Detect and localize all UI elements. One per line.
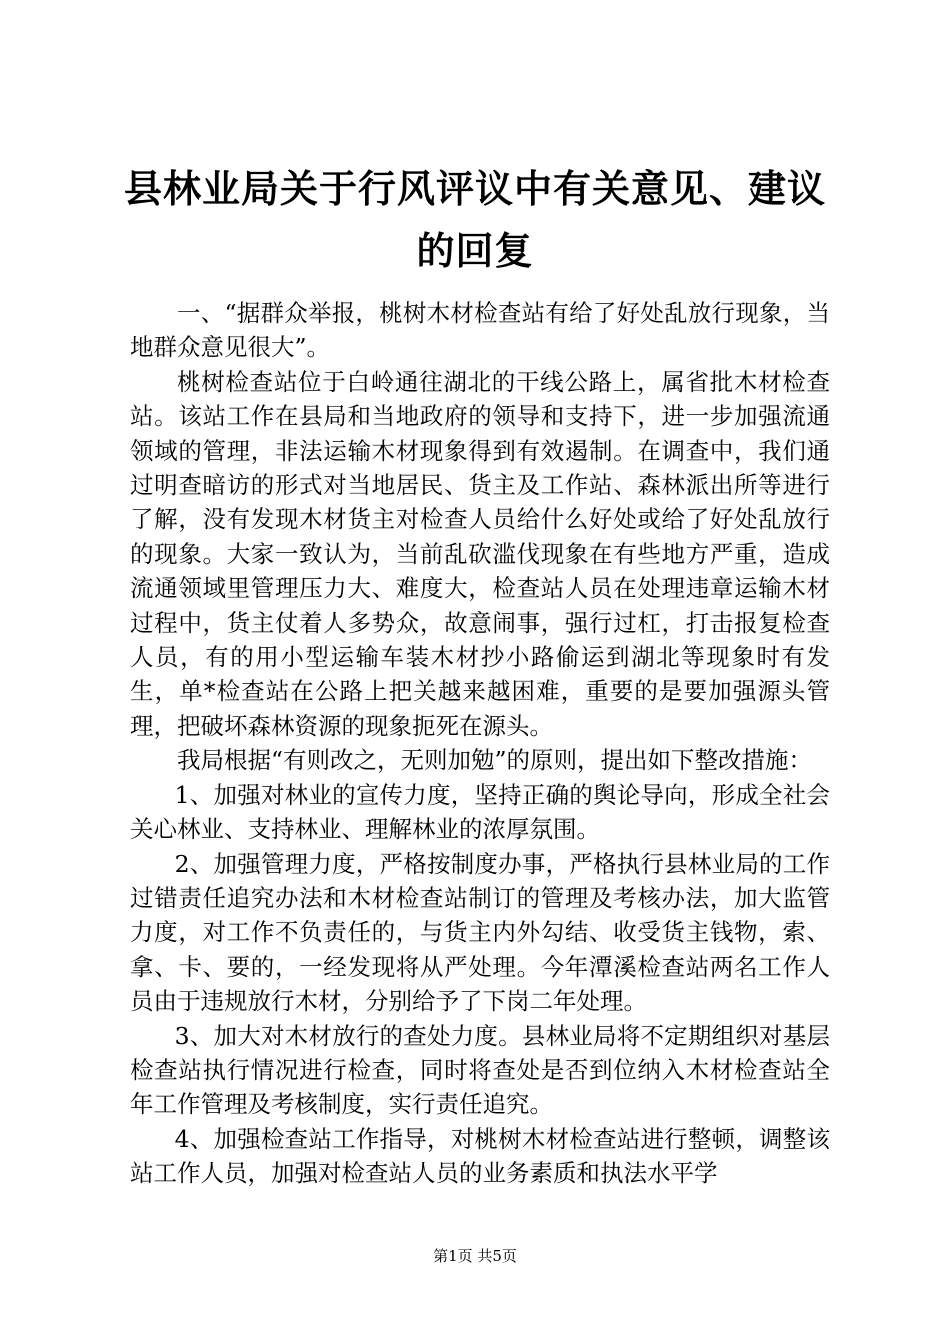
paragraph-measure-2: 2、加强管理力度，严格按制度办事，严格执行县林业局的工作过错责任追究办法和木材检查站制订的管理及考核办法，加大监管力度，对工作不负责任的，与货主内外勾结、收受货主钱物，索、拿、卡、要的，一经发现将从严处理。今年潭溪检查站两名工作人员由于违规放行木材，分别给予了下岗二年处理。 bbox=[130, 849, 830, 1016]
paragraph-measure-4: 4、加强检查站工作指导，对桃树木材检查站进行整顿，调整该站工作人员，加强对检查站人员的业务素质和执法水平学 bbox=[130, 1124, 830, 1188]
paragraph-investigation: 桃树检查站位于白岭通往湖北的干线公路上，属省批木材检查站。该站工作在县局和当地政府的领导和支持下，进一步加强流通领域的管理，非法运输木材现象得到有效遏制。在调查中，我们通过明查暗访的形式对当地居民、货主及工作站、森林派出所等进行了解，没有发现木材货主对检查人员给什么好处或给了好处乱放行的现象。大家一致认为，当前乱砍滥伐现象在有些地方严重，造成流通领域里管理压力大、难度大，检查站人员在处理违章运输木材过程中，货主仗着人多势众，故意闹事，强行过杠，打击报复检查人员，有的用小型运输车装木材抄小路偷运到湖北等现象时有发生，单*检查站在公路上把关越来越困难，重要的是要加强源头管理，把破坏森林资源的现象扼死在源头。 bbox=[130, 367, 830, 740]
paragraph-complaint: 一、“据群众举报，桃树木材检查站有给了好处乱放行现象，当地群众意见很大”。 bbox=[130, 299, 830, 362]
paragraph-principle: 我局根据“有则改之，无则加勉”的原则，提出如下整改措施： bbox=[177, 746, 813, 775]
document-body bbox=[130, 296, 830, 1191]
paragraph-measure-3: 3、加大对木材放行的查处力度。县林业局将不定期组织对基层检查站执行情况进行检查，同时将查处是否到位纳入木材检查站全年工作管理及考核制度，实行责任追究。 bbox=[130, 1021, 830, 1119]
page-footer: 第1页 共5页 bbox=[433, 1247, 517, 1265]
document-title: 县林业局关于行风评议中有关意见、建议的回复 bbox=[123, 166, 826, 273]
paragraph-measure-1: 1、加强对林业的宣传力度，坚持正确的舆论导向，形成全社会关心林业、支持林业、理解林业的浓厚氛围。 bbox=[130, 780, 830, 844]
